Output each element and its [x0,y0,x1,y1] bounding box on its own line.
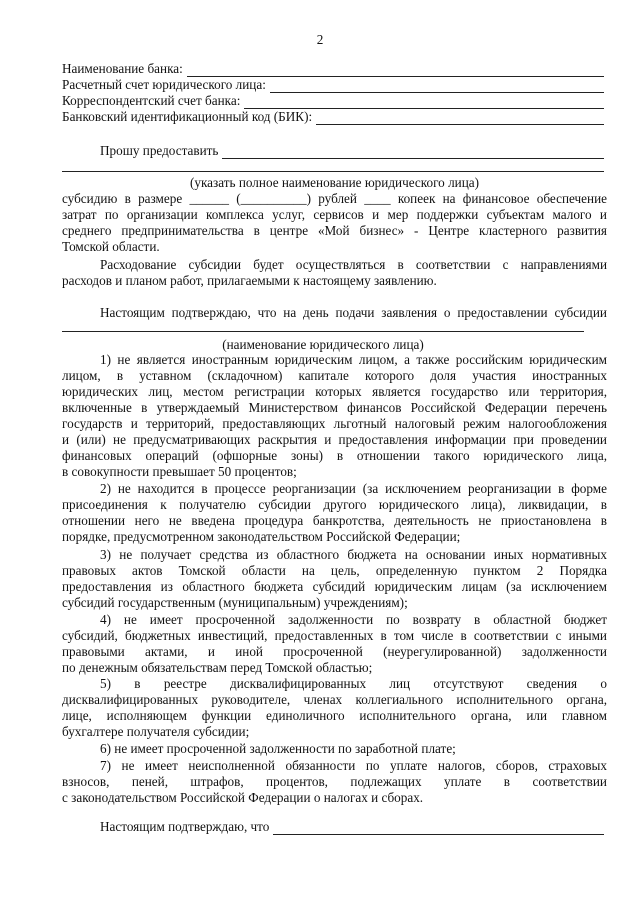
settlement-account-field [62,77,604,93]
request-prefix: Прошу предоставить [100,143,219,158]
request-field [62,143,604,159]
item-1-line-2: лицом, в уставном (складочном) капитале которого доля участия иностранных [62,368,607,383]
request-line-3: среднего предпринимательства в центре «Мой бизнес» - Центре кластерного развития [62,223,607,238]
confirm2-blank [273,822,604,835]
item-5-line-3: лице, исполняющем функции единоличного исполнительного органа, или главном [62,708,607,723]
item-5-line-1: 5) в реестре дисквалифицированных лиц отсутствуют сведения о [100,676,607,691]
bank-name-label: Наименование банка: [62,61,183,76]
request-line-4: Томской области. [62,239,160,254]
bank-name-field [62,61,604,77]
item-3-line-3: предоставления из областного бюджета субсидий юридическим лицам (за исключением [62,579,607,594]
item-3-line-2: правовых актов Томской области на цель, определенную пунктом 2 Порядка [62,563,607,578]
item-4-line-4: по денежным обязательствам перед Томской областью; [62,660,373,675]
item-1-line-6: и (или) не предусматривающих раскрытия и предоставления информации при проведении [62,432,607,447]
correspondent-account-blank [244,96,604,109]
item-5-line-4: бухгалтере получателя субсидии; [62,724,250,739]
item-1-line-3: юридических лиц, местом регистрации которых является государство или территория, [62,384,607,399]
request-blank [222,146,604,159]
confirm2-prefix: Настоящим подтверждаю, что [100,819,270,834]
item-7-line-1: 7) не имеет неисполненной обязанности по уплате налогов, сборов, страховых [100,758,607,773]
item-4-line-3: правовыми актами, и иной просроченной (неурегулированной) задолженности [62,644,607,659]
item-5-line-2: дисквалифицированных руководителе, членах коллегиального исполнительного органа, [62,692,607,707]
item-6-line-1: 6) не имеет просроченной задолженности по заработной плате; [100,741,456,756]
expenses-line-2: расходов и планом работ, прилагаемыми к настоящему заявлению. [62,273,437,288]
item-7-line-3: с законодательством Российской Федерации о налогах и сборах. [62,790,424,805]
item-1-line-8: в совокупности превышает 50 процентов; [62,464,297,479]
item-4-line-1: 4) не имеет просроченной задолженности по возврату в областной бюджет [100,612,607,627]
item-1-line-4: включенные в утверждаемый Министерством финансов Российской Федерации перечень [62,400,607,415]
request-line-2: затрат по организации комплекса услуг, сервисов и мер поддержки субъектам малого и [62,207,607,222]
correspondent-account-field [62,93,604,109]
request-blank-2 [62,159,604,172]
confirm2-field [62,819,604,835]
bik-blank [316,112,604,125]
item-2-line-2: присоединения к получателю субсидии другого юридического лица), ликвидации, в [62,497,607,512]
item-2-line-1: 2) не находится в процессе реорганизации (за исключением реорганизации в форме [100,481,607,496]
bik-field [62,109,604,125]
item-4-line-2: субсидий, бюджетных инвестиций, предоставленных в том числе в соответствии с иными [62,628,607,643]
confirm1-text: Настоящим подтверждаю, что на день подачи заявления о предоставлении субсидии [100,305,607,320]
item-1-line-7: финансовых операций (офшорные зоны) в отношении такого юридического лица, [62,448,607,463]
item-2-line-4: порядке, предусмотренном законодательством Российской Федерации; [62,529,461,544]
page-number: 2 [316,32,324,47]
item-1-line-1: 1) не является иностранным юридическим лицом, а также российским юридическим [100,352,607,367]
bik-label: Банковский идентификационный код (БИК): [62,109,313,124]
request-caption: (указать полное наименование юридического лица) [189,175,480,190]
item-1-line-5: государств и территорий, предоставляющих льготный налоговый режим налогообложения [62,416,607,431]
expenses-line-1: Расходование субсидии будет осуществляться в соответствии с направлениями [100,257,607,272]
item-7-line-2: взносов, пеней, штрафов, процентов, подлежащих уплате в соответствии [62,774,607,789]
confirm1-caption: (наименование юридического лица) [222,337,424,352]
settlement-account-label: Расчетный счет юридического лица: [62,77,266,92]
item-2-line-3: отношении него не введена процедура банкротства, деятельность не приостановлена в [62,513,607,528]
item-3-line-4: субсидий государственным (муниципальным) учреждениям); [62,595,408,610]
confirm1-blank [62,319,584,332]
bank-name-blank [187,64,604,77]
item-3-line-1: 3) не получает средства из областного бюджета на основании иных нормативных [100,547,607,562]
correspondent-account-label: Корреспондентский счет банка: [62,93,241,108]
settlement-account-blank [270,80,604,93]
request-line-1: субсидию в размере ______ (__________) рублей ____ копеек на финансовое обеспечение [62,191,607,206]
